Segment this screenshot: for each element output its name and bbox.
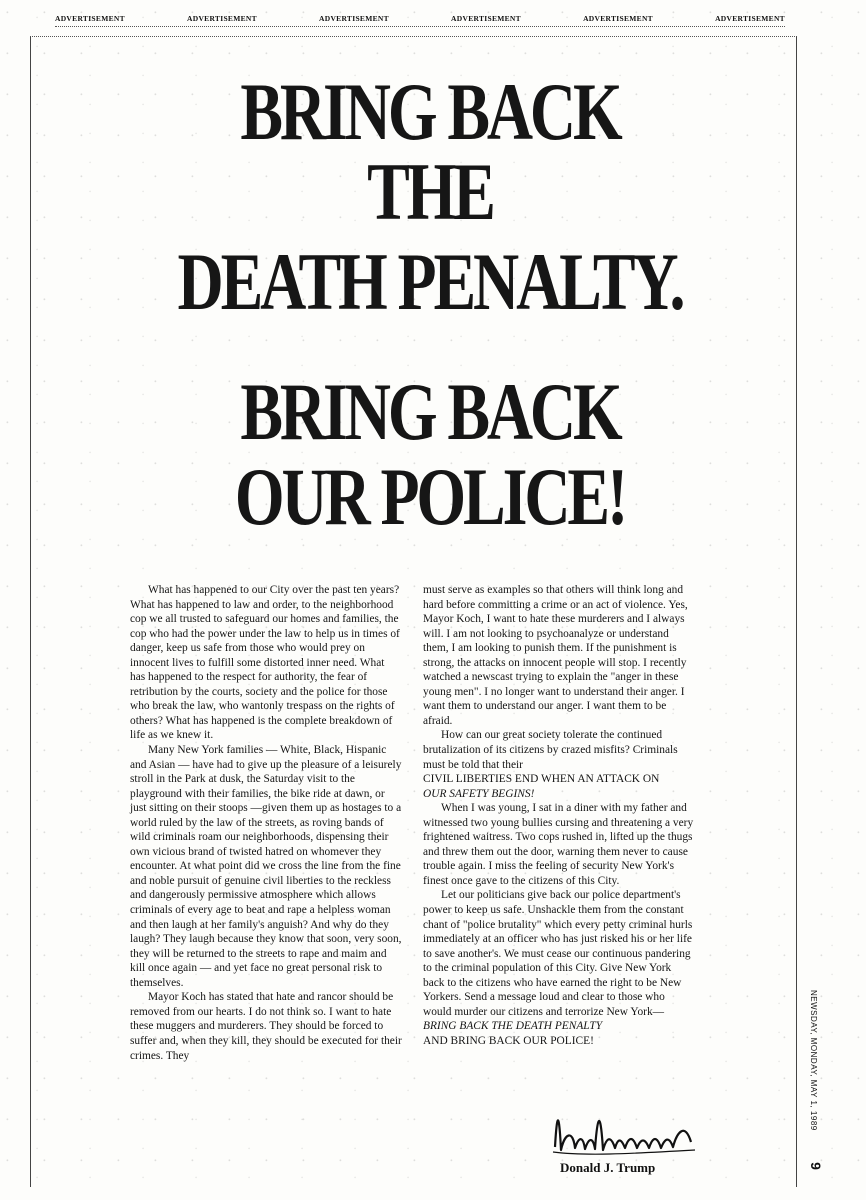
publication-date: NEWSDAY, MONDAY, MAY 1, 1989: [809, 990, 818, 1131]
signer-name: Donald J. Trump: [560, 1160, 656, 1175]
body-paragraph: What has happened to our City over the past ten years? What has happened to law and order, to the neighborhood cop we all trusted to safeguard our homes and families, the cop who had the power under the law to help us in times of danger, keep us safe from those who would prey on innocent lives to fulfill some distorted inner need. What has happened to the respect for authority, the fear of retribution by the courts, society and the police for those who break the law, who wantonly trespass on the rights of others? What has happened is the complete breakdown of life as we knew it.: [130, 584, 400, 742]
closing-line: AND BRING BACK OUR POLICE!: [423, 1034, 594, 1047]
advertisement-label: ADVERTISEMENT: [55, 14, 125, 23]
body-column-right: [423, 583, 695, 1049]
advertisement-label: ADVERTISEMENT: [715, 14, 785, 23]
headline-line-3: DEATH PENALTY.: [177, 236, 683, 327]
body-paragraph: When I was young, I sat in a diner with my father and witnessed two young bullies cursing and threatening a very frightened waitress. Two cops rushed in, lifted up the thugs and threw them out the door, warning them never to cause trouble again. I miss the feeling of security New York's finest once gave to the citizens of this City.: [423, 802, 694, 887]
headline-line-5: OUR POLICE!: [234, 451, 626, 542]
closing-line: BRING BACK THE DEATH PENALTY: [423, 1020, 603, 1033]
advertisement-strip: [55, 14, 785, 27]
advertisement-label: ADVERTISEMENT: [187, 14, 257, 23]
headline-line-4: BRING BACK: [240, 366, 620, 457]
headline-line-1: BRING BACK: [240, 66, 620, 157]
body-paragraph: How can our great society tolerate the continued brutalization of its citizens by crazed misfits? Criminals must be told that their: [423, 729, 678, 771]
page-number: 9: [807, 1162, 824, 1170]
advertisement-label: ADVERTISEMENT: [319, 14, 389, 23]
body-column-left: [130, 583, 402, 1063]
body-paragraph: Let our politicians give back our police department's power to keep us safe. Unshackle them from the constant chant of "police brutality" which every petty criminal hurls immediately at an officer who has just risked his or her life to save another's. We must cease our continuous pandering to the criminal population of this City. Give New York back to the citizens who have earned the right to be New Yorkers. Send a message loud and clear to those who would murder our citizens and terrorize New York—: [423, 889, 693, 1018]
advertisement-label: ADVERTISEMENT: [583, 14, 653, 23]
body-paragraph: Mayor Koch has stated that hate and rancor should be removed from our hearts. I do not think so. I want to hate these muggers and murderers. They should be forced to suffer and, when they kill, they should be executed for their crimes. They: [130, 991, 402, 1062]
advertisement-label: ADVERTISEMENT: [451, 14, 521, 23]
body-paragraph: must serve as examples so that others will think long and hard before committing a crime or an act of violence. Yes, Mayor Koch, I want to hate these murderers and I always will. I am not looking to psychoanalyze or understand them, I am looking to punish them. If the punishment is strong, the attacks on innocent people will stop. I recently watched a newscast trying to explain the "anger in these young men". I no longer want to understand their anger. I want them to understand our anger. I want them to be afraid.: [423, 584, 688, 727]
headline-line-2: THE: [367, 146, 493, 237]
body-paragraph: Many New York families — White, Black, Hispanic and Asian — have had to give up the pleasure of a leisurely stroll in the Park at dusk, the Saturday visit to the playground with their families, the bike ride at dawn, or just sitting on their stoops —given them up as hostages to a world ruled by the law of the streets, as roving bands of wild criminals roam our neighborhoods, dispensing their own vicious brand of twisted hatred on whomever they encounter. At what point did we cross the line from the fine and noble pursuit of genuine civil liberties to the reckless and dangerously permissive atmosphere which allows criminals of every age to beat and rape a helpless woman and then laugh at her family's anguish? And why do they laugh? They laugh because they know that soon, very soon, they will be returned to the streets to rape and maim and kill once again — and yet face no great personal risk to themselves.: [130, 744, 402, 989]
body-caps-line: OUR SAFETY BEGINS!: [423, 787, 535, 800]
body-caps-line: CIVIL LIBERTIES END WHEN AN ATTACK ON: [423, 773, 660, 786]
